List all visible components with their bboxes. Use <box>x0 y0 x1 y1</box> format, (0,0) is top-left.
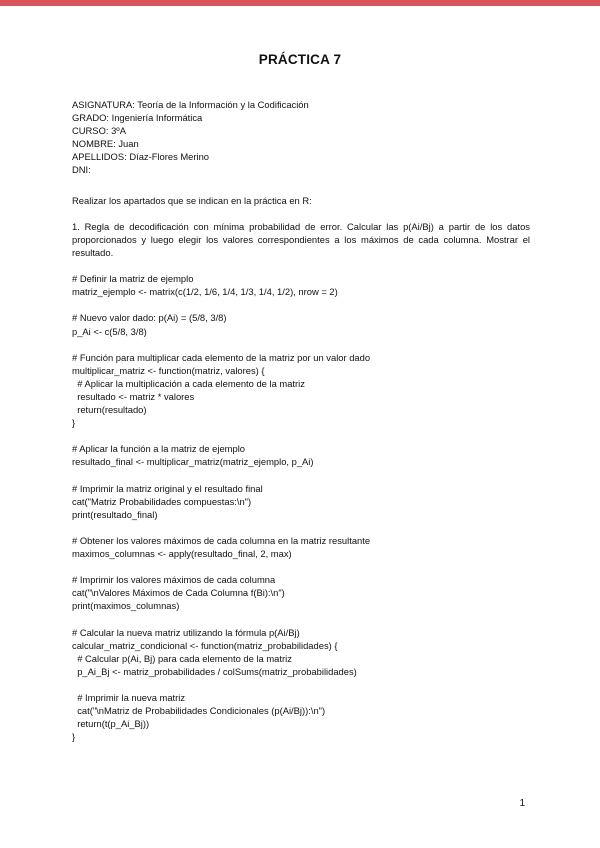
code-block <box>72 442 530 468</box>
code-block <box>72 272 530 298</box>
code-line: } <box>72 731 76 743</box>
code-line: return(t(p_Ai_Bj)) <box>72 718 150 730</box>
exercise-paragraph <box>72 220 530 259</box>
code-section <box>72 272 530 743</box>
code-line: p_Ai_Bj <- matriz_probabilidades / colSums(matriz_probabilidades) <box>72 665 357 677</box>
instruction-paragraph <box>72 194 530 207</box>
code-comment-line: # Aplicar la multiplicación a cada elemento de la matriz <box>72 377 305 389</box>
code-line: p_Ai <- c(5/8, 3/8) <box>72 325 147 337</box>
info-line: DNI: <box>72 164 91 176</box>
code-block <box>72 534 530 560</box>
code-comment-line: # Nuevo valor dado: p(Ai) = (5/8, 3/8) <box>72 312 227 324</box>
code-line: print(maximos_columnas) <box>72 600 180 612</box>
code-line: calcular_matriz_condicional <- function(matriz_probabilidades) { <box>72 639 338 651</box>
top-accent-bar <box>0 0 600 6</box>
code-line: cat("\nValores Máximos de Cada Columna f(Bi):\n") <box>72 587 285 599</box>
info-line: CURSO: 3ºA <box>72 125 126 137</box>
code-comment-line: # Definir la matriz de ejemplo <box>72 273 194 285</box>
code-line: print(resultado_final) <box>72 508 158 520</box>
instruction-text: Realizar los apartados que se indican en la práctica en R: <box>72 194 312 206</box>
page-number: 1 <box>519 798 525 809</box>
info-line: APELLIDOS: Díaz-Flores Merino <box>72 151 210 163</box>
page-title: PRÁCTICA 7 <box>258 52 342 67</box>
exercise-text: 1. Regla de decodificación con mínima probabilidad de error. Calcular las p(Ai/Bj) a partir de los datos proporcionados y luego elegir los valores correspondientes a los máximos de cada columna. Mostrar el resultado. <box>72 220 530 258</box>
code-block <box>72 351 530 430</box>
code-block <box>72 311 530 337</box>
code-comment-line: # Aplicar la función a la matriz de ejemplo <box>72 443 246 455</box>
code-line: return(resultado) <box>72 404 147 416</box>
code-line: multiplicar_matriz <- function(matriz, valores) { <box>72 364 265 376</box>
code-comment-line: # Imprimir los valores máximos de cada columna <box>72 574 276 586</box>
student-info <box>72 98 530 177</box>
info-line: GRADO: Ingeniería Informática <box>72 112 203 124</box>
document-body <box>72 98 530 757</box>
code-block <box>72 482 530 521</box>
code-line: } <box>72 417 76 429</box>
code-comment-line: # Obtener los valores máximos de cada columna en la matriz resultante <box>72 535 371 546</box>
code-line: cat("Matriz Probabilidades compuestas:\n") <box>72 495 252 507</box>
code-block <box>72 573 530 612</box>
code-comment-line: # Imprimir la matriz original y el resultado final <box>72 482 263 494</box>
code-block <box>72 691 530 743</box>
code-comment-line: # Calcular p(Ai, Bj) para cada elemento de la matriz <box>72 652 292 664</box>
info-line: NOMBRE: Juan <box>72 138 139 150</box>
code-line: cat("\nMatriz de Probabilidades Condicionales (p(Ai/Bj)):\n") <box>72 705 326 717</box>
code-comment-line: # Función para multiplicar cada elemento de la matriz por un valor dado <box>72 351 371 363</box>
code-line: maximos_columnas <- apply(resultado_final, 2, max) <box>72 548 292 560</box>
code-comment-line: # Calcular la nueva matriz utilizando la fórmula p(Ai/Bj) <box>72 626 300 638</box>
code-line: resultado_final <- multiplicar_matriz(matriz_ejemplo, p_Ai) <box>72 456 314 468</box>
code-line: matriz_ejemplo <- matrix(c(1/2, 1/6, 1/4, 1/3, 1/4, 1/2), nrow = 2) <box>72 286 338 298</box>
code-comment-line: # Imprimir la nueva matriz <box>72 692 186 704</box>
code-block <box>72 626 530 678</box>
info-line: ASIGNATURA: Teoría de la Información y la Codificación <box>72 99 309 110</box>
code-line: resultado <- matriz * valores <box>72 390 195 402</box>
